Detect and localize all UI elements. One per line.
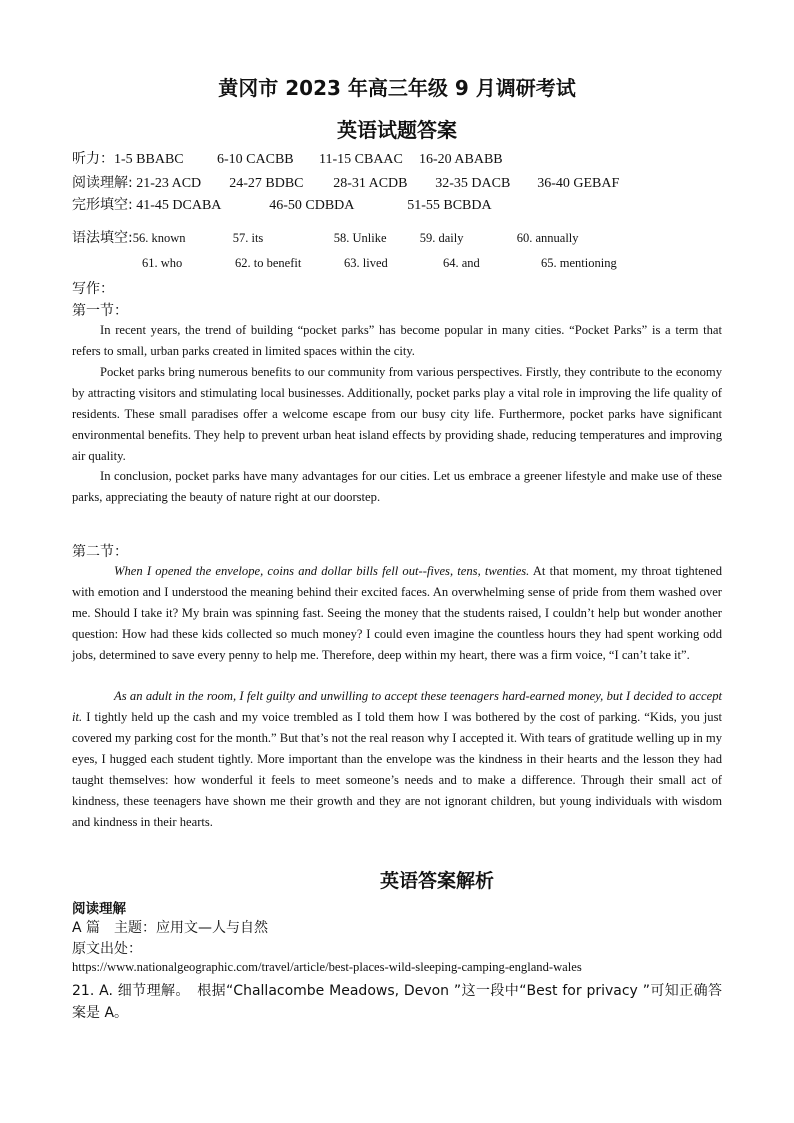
story-paragraph: As an adult in the room, I felt guilty and unwilling to accept these teenagers hard-earned money, but I decided to accept it. I tightly held up the cash and my voice trembled as I told them how I was bothered by the cost of parking. “Kids, you just covered my parking cost for the month.” But that’s not the real reason why I accepted it. With tears of gratitude welling up in my eyes, I hugged each student tightly. More important than the envelope was the kindness in their hearts and the lesson they had taught themselves: how wonderful it feels to meet someone’s needs and to make a difference. Through their small act of kindness, these teenagers have shown me their growth and they are not ignorant children, but young individuals with wisdom and kindness in their hearts.	[72, 689, 722, 829]
answer-group: 6-10 CACBB	[217, 152, 294, 167]
answer-item: 63. lived	[344, 256, 388, 270]
answer-item: 59. daily	[419, 231, 464, 245]
analysis-heading: 英语答案解析	[379, 870, 494, 892]
reading-answers	[72, 172, 619, 192]
answer-group: 1-5 BBABC	[114, 152, 184, 167]
section1-label: 第一节：	[72, 303, 128, 319]
cloze-label: 完形填空:	[72, 197, 133, 213]
answer-group: 32-35 DACB	[435, 176, 511, 191]
story-paragraph: When I opened the envelope, coins and dollar bills fell out--fives, tens, twenties. At that moment, my throat tightened with emotion and I understood the meaning behind their excited faces. An overwhelming sense of pride from them washed over me. Should I take it? My brain was spinning fast. Seeing the money that the students raised, I couldn’t help but wonder another question: How had these kids collected so much money? I could even imagine the countless hours they had spent working odd jobs, determined to save every penny to help me. Therefore, deep within my heart, there was a firm voice, “I can’t take it”.	[72, 564, 722, 662]
answer-item: 57. its	[232, 231, 264, 245]
grammar-answers-row2	[142, 256, 617, 272]
answer-group: 46-50 CDBDA	[269, 198, 355, 213]
listening-label: 听力：	[72, 151, 114, 167]
answer-group: 21-23 ACD	[136, 176, 202, 191]
analysis-section: 阅读理解	[72, 901, 126, 917]
essay-paragraph: In conclusion, pocket parks have many advantages for our cities. Let us embrace a greener lifestyle and make use of these parks, appreciating the beauty of nature right at our doorstep.	[72, 469, 722, 504]
answer-item: 64. and	[443, 256, 480, 270]
essay-paragraph: In recent years, the trend of building “pocket parks” has become popular in many cities. “Pocket Parks” is a term that refers to small, urban parks created in limited spaces within the city.	[72, 323, 722, 358]
answer-item: 60. annually	[516, 231, 579, 245]
question-analysis: 21. A. 细节理解。 根据“Challacombe Meadows, Devon ”这一段中“Best for privacy ”可知正确答案是 A。	[72, 983, 722, 1021]
source-label: 原文出处：	[72, 941, 142, 957]
answer-group: 11-15 CBAAC	[319, 152, 403, 167]
cloze-answers	[72, 194, 492, 214]
writing-label: 写作：	[72, 281, 114, 297]
answer-group: 16-20 ABABB	[419, 152, 503, 167]
listening-answers	[72, 148, 503, 168]
answer-group: 41-45 DCABA	[136, 198, 222, 213]
page-subtitle: 英语试题答案	[337, 118, 457, 142]
answer-group: 36-40 GEBAF	[537, 176, 620, 191]
reading-label: 阅读理解:	[72, 175, 133, 191]
answer-item: 61. who	[142, 256, 183, 270]
source-url: https://www.nationalgeographic.com/travel/article/best-places-wild-sleeping-camping-england-wales	[72, 960, 582, 974]
answer-item: 56. known	[132, 231, 186, 245]
answer-group: 51-55 BCBDA	[407, 198, 492, 213]
grammar-answers-row1	[72, 227, 579, 247]
page-title: 黄冈市 2023 年高三年级 9 月调研考试	[218, 76, 576, 100]
passage-topic: A 篇 主题：应用文—人与自然	[72, 920, 269, 936]
grammar-label: 语法填空:	[72, 230, 133, 246]
essay-paragraph: Pocket parks bring numerous benefits to our community from various perspectives. Firstly, they contribute to the economy by attracting visitors and stimulating local businesses. Additionally, pocket parks play a vital role in improving the life quality of residents. These small paradises offer a welcome escape from our busy city life. Furthermore, pocket parks have significant environmental benefits. They help to prevent urban heat island effects by providing shade, reducing temperatures and improving air quality.	[72, 365, 722, 463]
answer-group: 24-27 BDBC	[229, 176, 304, 191]
answer-item: 65. mentioning	[541, 256, 617, 270]
answer-item: 58. Unlike	[333, 231, 387, 245]
answer-item: 62. to benefit	[235, 256, 302, 270]
section2-label: 第二节：	[72, 544, 128, 560]
answer-group: 28-31 ACDB	[333, 176, 408, 191]
